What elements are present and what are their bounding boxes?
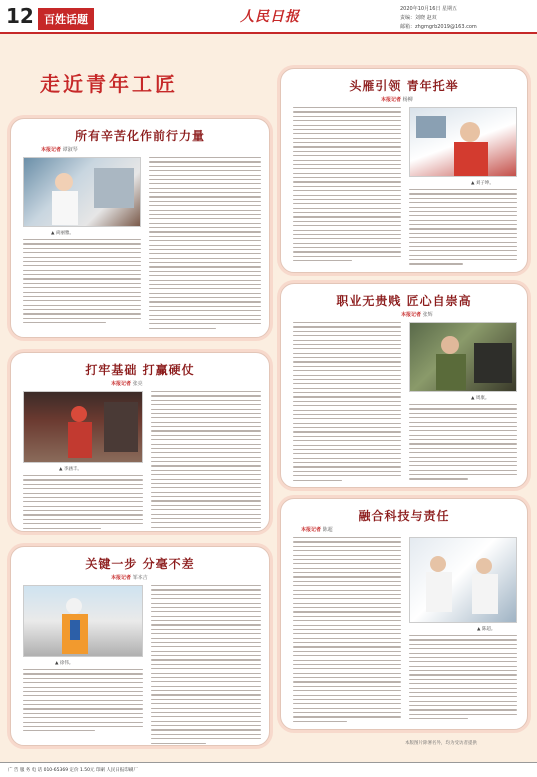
article-body-col-1 — [293, 322, 401, 484]
article-title: 所有辛苦化作前行力量 — [74, 129, 205, 143]
photo-caption: ▲ 徐伟。 — [55, 661, 74, 666]
article-body-col-1 — [23, 475, 143, 532]
photo-caption: ▲ 尚丽雅。 — [51, 231, 74, 236]
article-body-col-2 — [409, 404, 517, 483]
worker-figure — [24, 392, 143, 463]
article-body-col-2 — [149, 157, 261, 332]
article-photo — [409, 107, 517, 177]
article-byline: 本报记者 谭淑琴 — [41, 147, 78, 153]
hero-title: 走近青年工匠 — [40, 72, 178, 96]
photo-caption: ▲ 李涵丰。 — [59, 467, 82, 472]
article-byline: 本报记者 邹本吉 — [111, 575, 148, 581]
page-footer: 广 告 服 务 电 话 010-65369 定价 1.50元 印刷 人民日报印刷厂 — [0, 762, 537, 777]
issue-date: 2020年10月16日 星期五 — [400, 6, 458, 12]
photo-caption: ▲ 刘子坤。 — [471, 181, 494, 186]
article-photo — [23, 391, 143, 463]
article-body-col-2 — [409, 635, 517, 723]
article-card-4 — [280, 283, 528, 488]
masthead-info — [400, 5, 532, 32]
article-photo — [23, 585, 143, 657]
worker-figure — [24, 586, 143, 657]
article-byline: 本报记者 张亮 — [111, 381, 143, 387]
article-photo — [23, 157, 141, 227]
article-card-2 — [280, 68, 528, 273]
article-body-col-2 — [151, 391, 261, 532]
article-body-col-1 — [293, 107, 401, 265]
article-card-6 — [280, 498, 528, 730]
page-number: 12 — [6, 4, 34, 28]
photo-credit-note: 本版图片除署名外，均为受访者提供 — [405, 741, 477, 746]
photo-caption: ▲ 陈超。 — [477, 627, 496, 632]
article-byline: 本报记者 陈超 — [301, 527, 333, 533]
worker-figure — [410, 323, 517, 392]
email: 邮箱：zhgmgrb2019@163.com — [400, 24, 477, 30]
article-byline: 本报记者 杨柳 — [381, 97, 413, 103]
article-title: 打牢基础 打赢硬仗 — [85, 363, 195, 377]
paper-name: 人民日报 — [240, 9, 300, 25]
article-body-col-1 — [23, 669, 143, 735]
editors: 责编：刘晓 赵双 — [400, 15, 437, 21]
article-card-1 — [10, 118, 270, 338]
photo-caption: ▲ 周康。 — [471, 396, 490, 401]
article-title: 职业无贵贱 匠心自崇高 — [336, 294, 472, 308]
article-body-col-2 — [409, 189, 517, 268]
article-card-5 — [10, 546, 270, 746]
masthead — [0, 0, 537, 34]
article-card-3 — [10, 352, 270, 532]
worker-figure — [410, 538, 517, 623]
worker-figure — [410, 108, 517, 177]
article-body-col-1 — [23, 239, 141, 327]
article-body-col-1 — [293, 537, 401, 725]
article-byline: 本报记者 张辉 — [401, 312, 433, 318]
article-title: 关键一步 分毫不差 — [85, 557, 195, 571]
article-photo — [409, 322, 517, 392]
section-badge: 百姓话题 — [38, 8, 94, 30]
article-title: 头雁引领 青年托举 — [349, 79, 459, 93]
article-body-col-2 — [151, 585, 261, 746]
article-title: 融合科技与责任 — [358, 509, 450, 523]
worker-figure — [24, 158, 141, 227]
article-photo — [409, 537, 517, 623]
